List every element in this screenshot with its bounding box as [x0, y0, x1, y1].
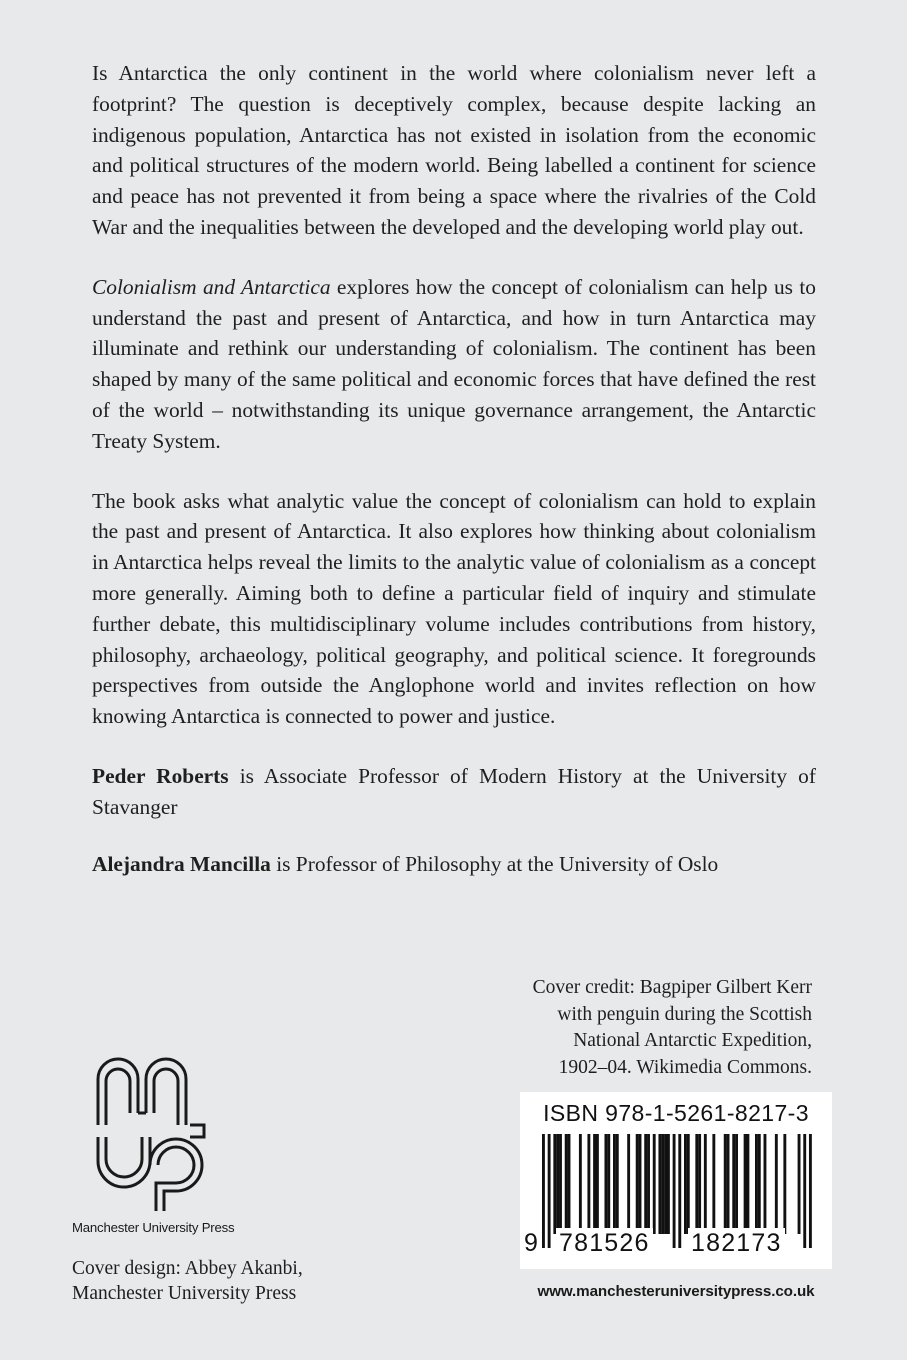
barcode-bar	[667, 1134, 670, 1234]
cover-design-line: Cover design: Abbey Akanbi,	[72, 1258, 303, 1279]
editor-affiliation: is Professor of Philosophy at the University of Oslo	[270, 851, 719, 876]
barcode-bar	[673, 1134, 676, 1248]
barcode-digit-first: 9	[524, 1229, 538, 1257]
barcode-bar	[604, 1134, 607, 1234]
barcode-bar	[678, 1134, 681, 1248]
barcode-bar	[783, 1134, 786, 1234]
barcode-bar	[661, 1134, 664, 1234]
book-title: Colonialism and Antarctica	[92, 274, 331, 299]
cover-credit-line: with penguin during the Scottish	[557, 1003, 812, 1025]
barcode-bar	[607, 1134, 610, 1234]
barcode-bar	[755, 1134, 758, 1234]
barcode-bar	[775, 1134, 778, 1234]
barcode-bar	[548, 1134, 551, 1248]
barcode-bar	[744, 1134, 747, 1234]
barcode-bar	[735, 1134, 738, 1234]
barcode-digits-left: 781526	[556, 1228, 653, 1258]
barcode-bar	[579, 1134, 582, 1234]
editor-name: Alejandra Mancilla	[92, 851, 271, 876]
barcode-digits-right: 182173	[688, 1228, 785, 1258]
barcode-bar	[746, 1134, 749, 1234]
barcode-bar	[556, 1134, 559, 1234]
barcode-bar	[658, 1134, 661, 1234]
barcode-bar	[639, 1134, 642, 1234]
cover-credit-line: National Antarctic Expedition,	[573, 1030, 812, 1051]
barcode-bar	[616, 1134, 619, 1234]
barcode-bar	[565, 1134, 568, 1234]
publisher-website: www.manchesteruniversitypress.co.uk	[537, 1283, 815, 1300]
back-cover-blurb	[92, 58, 816, 905]
cover-design-line: Manchester University Press	[72, 1283, 297, 1304]
cover-credit	[500, 975, 812, 1081]
barcode-bar	[627, 1134, 630, 1234]
barcode-bar	[809, 1134, 812, 1248]
barcode-bar	[559, 1134, 562, 1234]
barcode-bar	[712, 1134, 715, 1234]
barcode-bar	[647, 1134, 650, 1234]
cover-design-credit	[72, 1256, 303, 1306]
blurb-paragraph-2	[92, 272, 816, 457]
cover-credit-line: 1902–04. Wikimedia Commons.	[558, 1056, 812, 1078]
barcode-bar	[593, 1134, 596, 1234]
barcode-bar	[758, 1134, 761, 1234]
barcode-bar	[568, 1134, 571, 1234]
blurb-paragraph-3: The book asks what analytic value the concept of colonialism can hold to explain the past and present of Antarctica. It also explores how thinking about colonialism in Antarctica helps reveal the limits to the analytic value of colonialism as a concept more generally. Aiming both to define a particular field of inquiry and stimulate further debate, this multidisciplinary volume includes contributions from history, philosophy, archaeology, political geography, and political science. It foregrounds perspectives from outside the Anglophone world and invites reflection on how knowing Antarctica is connected to power and justice.	[92, 488, 816, 729]
barcode-bar	[542, 1134, 545, 1248]
mup-logo-icon	[90, 1053, 212, 1213]
barcode-bar	[698, 1134, 701, 1234]
barcode-bar	[704, 1134, 707, 1234]
barcode-bar	[798, 1134, 801, 1234]
barcode-bar	[636, 1134, 639, 1234]
barcode-bar	[553, 1134, 556, 1234]
barcode-bar	[727, 1134, 730, 1234]
barcode-bar	[803, 1134, 806, 1248]
blurb-paragraph-1: Is Antarctica the only continent in the world where colonialism never left a footprint? The question is deceptively complex, because despite lacking an indigenous population, Antarctica has not existed in isolation from the economic and political structures of the modern world. Being labelled a continent for science and peace has not prevented it from being a space where the rivalries of the Cold War and the inequalities between the developed and the developing world play out.	[92, 61, 816, 239]
barcode-bar	[653, 1134, 656, 1234]
editor-name: Peder Roberts	[92, 763, 229, 788]
barcode-bar	[687, 1134, 690, 1234]
editor-affiliation: is Associate Professor of Modern History at the University of Stavanger	[92, 763, 816, 819]
cover-credit-line: Cover credit: Bagpiper Gilbert Kerr	[532, 977, 812, 998]
barcode	[520, 1092, 832, 1269]
publisher-name: Manchester University Press	[72, 1220, 235, 1235]
barcode-bar	[684, 1134, 687, 1234]
barcode-bar	[732, 1134, 735, 1234]
barcode-bar	[664, 1134, 667, 1234]
blurb-paragraph-2-text: explores how the concept of colonialism can help us to understand the past and present of Antarctica, and how in turn Antarctica may illuminate and rethink our understanding of colonialism. The continent has been shaped by many of the same political and economic forces that have defined the rest of the world – notwithstanding its unique governance arrangement, the Antarctic Treaty System.	[92, 274, 816, 453]
barcode-bar	[695, 1134, 698, 1234]
barcode-bar	[764, 1134, 767, 1234]
isbn-label: ISBN 978-1-5261-8217-3	[543, 1100, 809, 1126]
barcode-bar	[587, 1134, 590, 1234]
barcode-bar	[596, 1134, 599, 1234]
editor-bio-1	[92, 761, 816, 823]
editor-bio-2	[92, 849, 816, 880]
barcode-bar	[613, 1134, 616, 1234]
barcode-bar	[724, 1134, 727, 1234]
barcode-bar	[644, 1134, 647, 1234]
